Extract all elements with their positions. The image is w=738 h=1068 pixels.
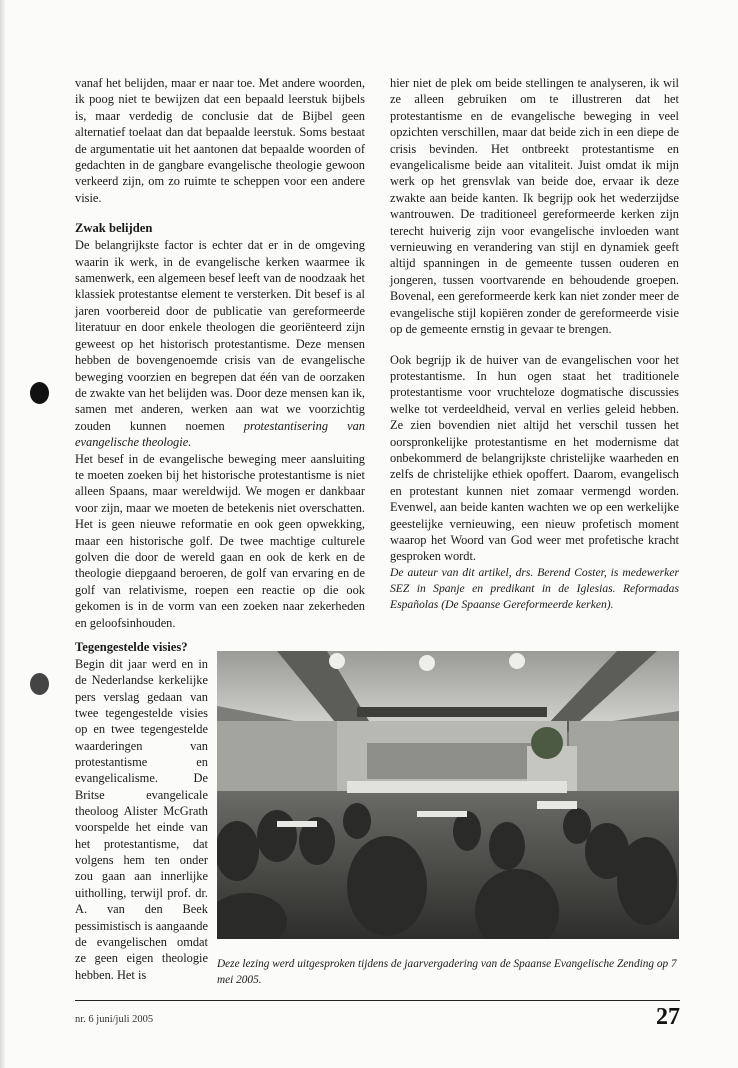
author-note: De auteur van dit artikel, drs. Berend Coster, is medewerker SEZ in Spanje en predikant in de Iglesias. Reformadas Españolas (De Spaanse Gereformeerde kerken). [390, 565, 679, 611]
punch-hole-marker [30, 673, 49, 695]
section-heading: Zwak belijden [75, 221, 153, 236]
body-paragraph: Het besef in de evangelische beweging meer aansluiting te moeten zoeken bij het historische protestantisme is niet alleen Spaans, maar wereldwijd. We mogen er dankbaar voor zijn, maar we moeten de betekenis niet overschatten. Het is geen nieuwe reformatie en ook geen opwekking, maar een historische golf. De twee machtige culturele golven die door de wereld gaan en ook de kerk en de theologie diepgaand beroeren, de golf van ervaring en de golf van relativisme, roepen een reactie op die ook gekomen is in de vorm van een zoeken naar zekerheden en geloofsinhouden. [75, 451, 365, 630]
intro-paragraph: vanaf het belijden, maar er naar toe. Met andere woorden, ik poog niet te bewijzen dat een bepaald leerstuk bijbels is, maar verdedig de conclusie dat de Bijbel geen alternatief toelaat dan dat bepaalde leerstuk. Soms bestaat de argumentatie uit het aantonen dat bepaalde woorden of gedachten in de gangbare evangelische theologie gewoon verkeerd zijn, om zo ruimte te scheppen voor een andere visie. [75, 76, 365, 205]
footer-rule [75, 1000, 680, 1001]
section-heading: Tegengestelde visies? [75, 640, 188, 654]
left-column [75, 75, 365, 631]
body-paragraph [75, 237, 365, 450]
issue-label: nr. 6 juni/juli 2005 [75, 1014, 154, 1025]
scan-edge-shadow [0, 0, 6, 1068]
body-text: De belangrijkste factor is echter dat er in de omgeving waarin ik werk, in de evangelische kerken waarmee ik samenwerk, een algemeen besef leeft van de noodzaak het klassiek protestantse element te versterken. Dit besef is al jaren voorbereid door de publicatie van gereformeerde literatuur en door enkele theologen die georiënteerd zijn geweest op het historisch protestantisme. Deze mensen hebben de bovengenoemde crisis van de evangelische beweging voorzien en begrepen dat één van de oorzaken de zwakte van het belijden was. Door deze mensen kan ik, samen met anderen, werken aan wat we voorzichtig zouden kunnen noemen [75, 238, 365, 433]
narrow-column [75, 639, 208, 983]
body-paragraph: hier niet de plek om beide stellingen te analyseren, ik wil ze alleen gebruiken om te illustreren dat het protestantisme en de evangelische beweging in veel opzichten verschillen, maar dat beide zich in een diepe de crisis bevinden. Het ontbreekt protestantisme en evangelicalisme beide aan vitaliteit. Juist omdat ik mijn werk op het grensvlak van beide doe, ervaar ik deze zwakte aan beide kanten. Ik begrijp ook het wederzijdse wantrouwen. De traditioneel gereformeerde kerken zijn terecht huiverig zijn voor evangelische invloeden want vernieuwing en verandering van stijl en dynamiek geeft altijd spanningen in de gemeente tussen ouderen en jongeren, tussen voortvarende en behoudende groepen. Bovenal, een gereformeerde kerk kan niet zonder meer de evangelische stijl kopiëren zonder de gereformeerde visie op de gemeente ernstig in gevaar te brengen. [390, 76, 679, 337]
body-paragraph: Ook begrijp ik de huiver van de evangelischen voor het protestantisme. In hun ogen staat het traditionele protestantisme voor vruchteloze dogmatische discussies welke tot verdeeldheid, verval en verlies geleid hebben. Ze zien bovendien niet altijd het verschil tussen het oorspronkelijke protestantisme en het modernisme dat onbekommerd de belangrijkste christelijke waarheden en zelfs de christelijke ethiek opoffert. Daarom, evangelisch en protestant kunnen niet zomaar vermengd worden. Evenwel, aan beide kanten wachten we op een werkelijke geestelijke vernieuwing, een nieuw profetisch moment waarop het Woord van God weer met profetische kracht gesproken wordt. [390, 352, 679, 564]
meeting-photo [217, 651, 679, 939]
page-number: 27 [656, 1004, 680, 1030]
body-paragraph: Begin dit jaar werd en in de Nederlandse kerkelijke pers verslag gedaan van twee tegengestelde visies op en twee tegengestelde waarderingen van protestantisme en evangelicalisme. De Britse evangelicale theoloog Alister McGrath voorspelde het einde van het protestantisme, dat volgens hem ten onder zou gaan aan innerlijke uitholling, terwijl prof. dr. A. van den Beek pessimistisch is aangaande de evangelischen omdat ze geen eigen theologie hebben. Het is [75, 657, 208, 982]
emphasis-text: protestantisering van evangelische theologie. [75, 418, 365, 450]
right-column [390, 75, 679, 613]
photo-caption: Deze lezing werd uitgesproken tijdens de jaarvergadering van de Spaanse Evangelische Zending op 7 mei 2005. [217, 958, 677, 986]
meeting-hall-image [217, 651, 679, 939]
punch-hole-marker [30, 382, 49, 404]
